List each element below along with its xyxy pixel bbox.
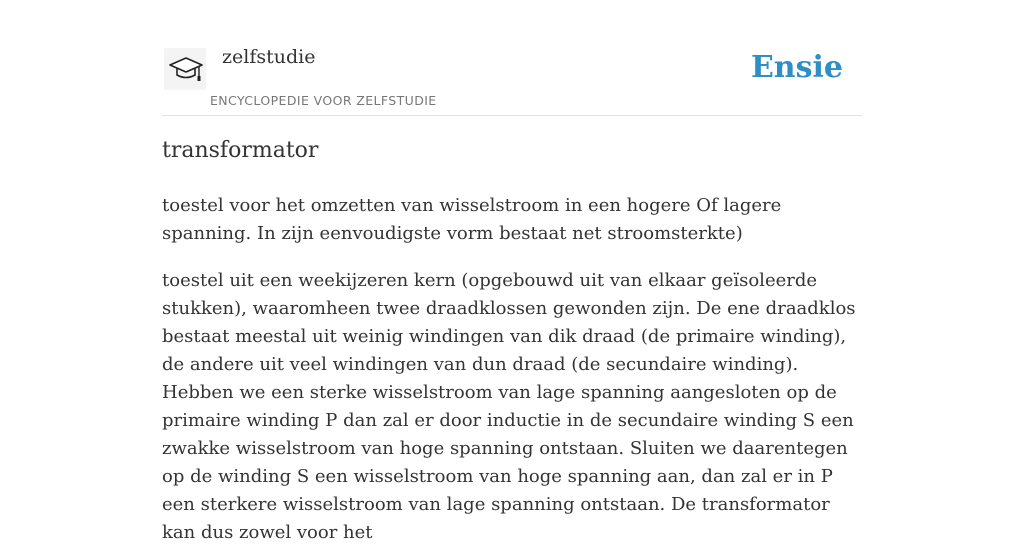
graduation-cap-icon	[168, 56, 204, 84]
content-container	[162, 0, 862, 543]
source-name[interactable]: zelfstudie	[222, 46, 316, 68]
article-paragraph: toestel uit een weekijzeren kern (opgebouwd uit van elkaar geïsoleerde stukken), waaromheen twee draadklossen gewonden zijn. De ene draadklos bestaat meestal uit weinig windingen van dik draad (de primaire winding), de andere uit veel windingen van dun draad (de secundaire winding). Hebben we een sterke wisselstroom van lage spanning aangesloten op de primaire winding P dan zal er door inductie in de secundaire winding S een zwakke wisselstroom van hoge spanning ontstaan. Sluiten we daarentegen op de winding S een wisselstroom van hoge spanning aan, dan zal er in P een sterkere wisselstroom van lage spanning ontstaan. De transformator kan dus zowel voor het	[162, 270, 856, 543]
header	[162, 0, 862, 116]
source-subtitle: ENCYCLOPEDIE VOOR ZELFSTUDIE	[210, 93, 437, 108]
article-title: transformator	[162, 138, 319, 163]
article-paragraph: toestel voor het omzetten van wisselstroom in een hogere Of lagere spanning. In zijn eenvoudigste vorm bestaat net stroomsterkte)	[162, 195, 782, 244]
brand-logo[interactable]: Ensie	[750, 50, 843, 85]
source-logo[interactable]	[164, 48, 206, 90]
